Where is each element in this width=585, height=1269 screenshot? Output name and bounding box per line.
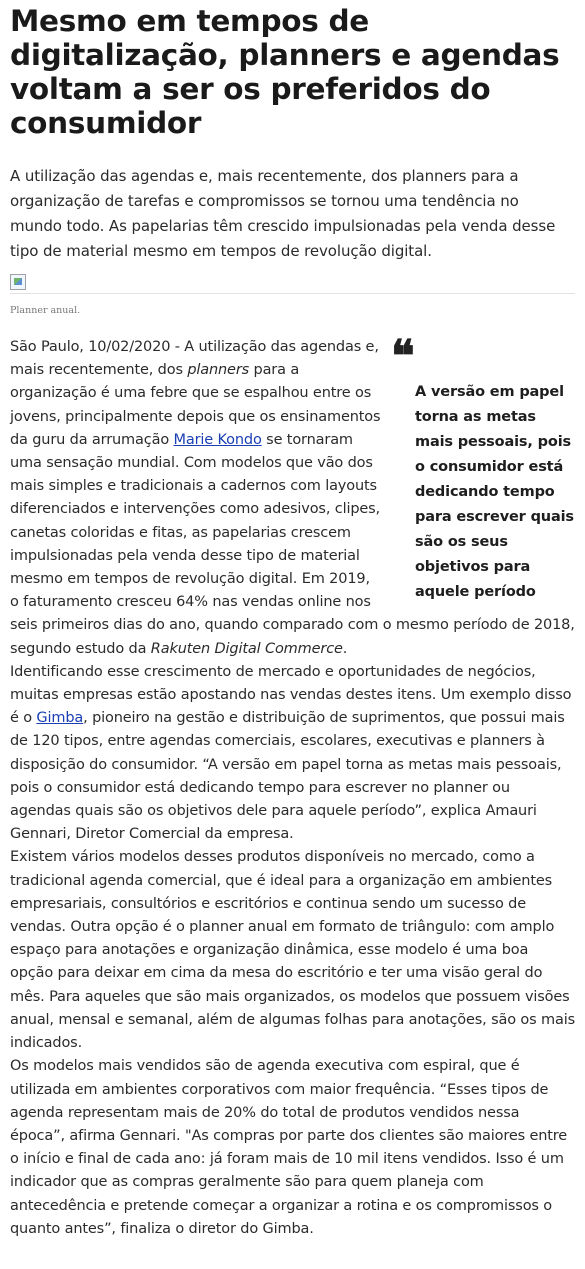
broken-image-icon bbox=[10, 274, 26, 290]
paragraph-text: Identificando esse crescimento de mercado e oportunidades de negócios, muitas empresas estão apostando nas vendas destes itens. Um exemplo disso é o bbox=[10, 663, 572, 727]
article-title: Mesmo em tempos de digitalização, planners e agendas voltam a ser os preferidos do consumidor bbox=[10, 4, 560, 140]
marie-kondo-link[interactable]: Marie Kondo bbox=[173, 431, 262, 448]
article bbox=[10, 0, 575, 1241]
paragraph-text: se tornaram uma sensação mundial. Com modelos que vão dos mais simples e tradicionais a cadernos com layouts diferenciados e intervenções como adesivos, clipes, canetas coloridas e fitas, as papelarias crescem impulsionadas pela venda desse tipo de material mesmo em tempos de revolução digital. Em 2019, o faturamento cresceu 64% nas vendas online nos seis primeiros dias do ano, quando comparado com o mesmo período de 2018, segundo estudo da bbox=[10, 431, 575, 657]
image-caption: Planner anual. bbox=[10, 305, 81, 316]
article-figure bbox=[10, 274, 575, 318]
gimba-link[interactable]: Gimba bbox=[36, 710, 84, 727]
pull-quote-text: A versão em papel torna as metas mais pessoais, pois o consumidor está dedicando tempo para escrever quais são os seus objetivos para aquele período bbox=[415, 384, 574, 600]
emphasis-text: planners bbox=[187, 362, 250, 379]
figure-divider bbox=[10, 293, 575, 294]
article-lead: A utilização das agendas e, mais recentemente, dos planners para a organização de tarefas e compromissos se tornou uma tendência no mundo todo. As papelarias têm crescido impulsionadas pela venda desse tipo de material mesmo em tempos de revolução digital. bbox=[10, 167, 556, 260]
emphasis-text: Rakuten Digital Commerce bbox=[150, 640, 343, 657]
paragraph-text: . bbox=[342, 640, 348, 657]
paragraph-4: Os modelos mais vendidos são de agenda executiva com espiral, que é utilizada em ambientes corporativos com maior frequência. “Esses tipos de agenda representam mais de 20% do total de produtos vendidos nessa época”, afirma Gennari. "As compras por parte dos clientes são maiores entre o início e final de cada ano: já foram mais de 10 mil itens vendidos. Isso é um indicador que as compras geralmente são para quem planeja com antecedência e pretende começar a organizar a rotina e os compromissos o quanto antes”, finaliza o diretor do Gimba. bbox=[10, 1058, 568, 1237]
quote-mark-icon: ❝ bbox=[391, 331, 415, 382]
paragraph-text: , pioneiro na gestão e distribuição de suprimentos, que possui mais de 120 tipos, entre agendas comerciais, escolares, executivas e planners à disposição do consumidor. “A versão em papel torna as metas mais pessoais, pois o consumidor está dedicando tempo para escrever no planner ou agendas quais são os objetivos dele para aquele período”, explica Amauri Gennari, Diretor Comercial da empresa. bbox=[10, 710, 565, 843]
pull-quote bbox=[391, 331, 575, 605]
paragraph-text: para a organização é uma febre que se espalhou entre os jovens, principalmente depois que os ensinamentos da guru da arrumação bbox=[10, 362, 381, 448]
paragraph-2 bbox=[10, 661, 575, 847]
article-body bbox=[10, 331, 575, 1241]
paragraph-text: São Paulo, 10/02/2020 - A utilização das agendas e, mais recentemente, dos bbox=[10, 339, 379, 379]
paragraph-3: Existem vários modelos desses produtos disponíveis no mercado, como a tradicional agenda comercial, que é ideal para a organização em ambientes empresariais, consultórios e escritórios e continua sendo um sucesso de vendas. Outra opção é o planner anual em formato de triângulo: com amplo espaço para anotações e organização dinâmica, esse modelo é uma boa opção para deixar em cima da mesa do escritório e ter uma visão geral do mês. Para aqueles que são mais organizados, os modelos que possuem visões anual, mensal e semanal, além de algumas folhas para anotações, são os mais indicados. bbox=[10, 849, 575, 1052]
